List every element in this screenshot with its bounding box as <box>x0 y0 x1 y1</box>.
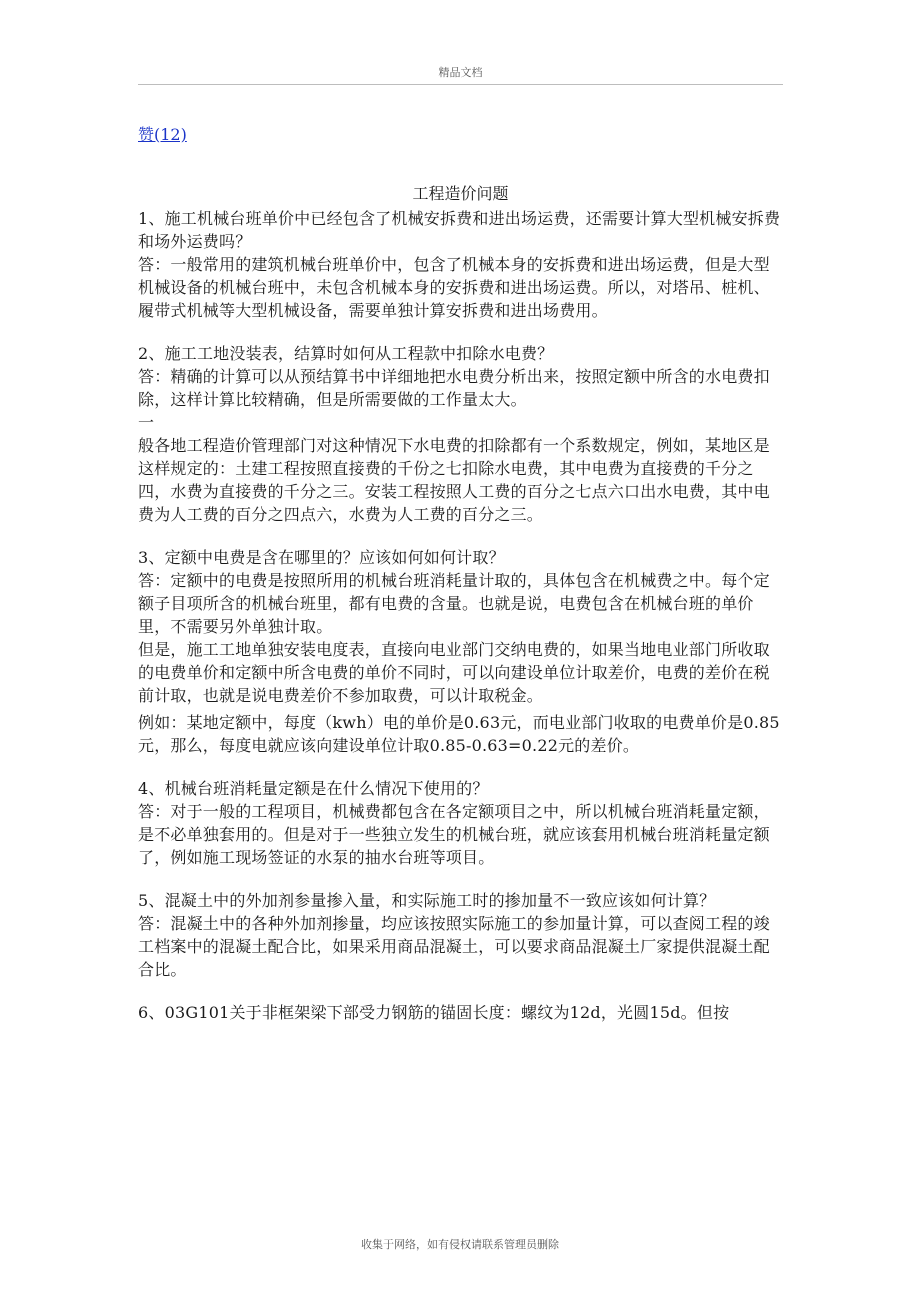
answer-3-para-3: 例如：某地定额中，每度（kwh）电的单价是0.63元，而电业部门收取的电费单价是0.85元，那么，每度电就应该向建设单位计取0.85-0.63=0.22元的差价。 <box>138 713 780 755</box>
qa-section-1 <box>138 207 783 322</box>
qa-section-4 <box>138 777 783 869</box>
question-5: 5、混凝土中的外加剂参量掺入量，和实际施工时的掺加量不一致应该如何计算？ <box>138 891 716 910</box>
answer-2-para-3: 般各地工程造价管理部门对这种情况下水电费的扣除都有一个系数规定，例如，某地区是这样规定的：土建工程按照直接费的千份之七扣除水电费，其中电费为直接费的千分之四，水费为直接费的千分之三。安装工程按照人工费的百分之七点六口出水电费，其中电费为人工费的百分之四点六，水费为人工费的百分之三。 <box>138 436 770 524</box>
page-footer: 收集于网络，如有侵权请联系管理员删除 <box>361 1238 559 1251</box>
answer-5-para-1: 答：混凝土中的各种外加剂掺量，均应该按照实际施工的参加量计算，可以查阅工程的竣工档案中的混凝土配合比，如果采用商品混凝土，可以要求商品混凝土厂家提供混凝土配合比。 <box>138 914 770 979</box>
qa-section-5 <box>138 889 783 981</box>
document-title: 工程造价问题 <box>412 184 509 203</box>
qa-section-6 <box>138 1001 783 1024</box>
qa-section-3 <box>138 546 783 757</box>
qa-section-2 <box>138 342 783 526</box>
answer-4-para-1: 答：对于一般的工程项目，机械费都包含在各定额项目之中，所以机械台班消耗量定额，是不必单独套用的。但是对于一些独立发生的机械台班，就应该套用机械台班消耗量定额了，例如施工现场签证的水泵的抽水台班等项目。 <box>138 802 770 867</box>
document-body <box>138 181 783 1044</box>
page-header: 精品文档 <box>138 66 783 85</box>
like-link[interactable]: 赞(12) <box>138 125 187 144</box>
answer-3-para-2: 但是，施工工地单独安装电度表，直接向电业部门交纳电费的，如果当地电业部门所收取的电费单价和定额中所含电费的单价不同时，可以向建设单位计取差价，电费的差价在税前计取，也就是说电费差价不参加取费，可以计取税金。 <box>138 640 770 705</box>
answer-3-para-1: 答：定额中的电费是按照所用的机械台班消耗量计取的，具体包含在机械费之中。每个定额子目项所含的机械台班里，都有电费的含量。也就是说，电费包含在机械台班的单价里，不需要另外单独计取。 <box>138 571 770 636</box>
question-1: 1、施工机械台班单价中已经包含了机械安拆费和进出场运费，还需要计算大型机械安拆费和场外运费吗？ <box>138 209 781 251</box>
answer-2-para-1: 答：精确的计算可以从预结算书中详细地把水电费分析出来，按照定额中所含的水电费扣除，这样计算比较精确，但是所需要做的工作量太大。 <box>138 367 770 409</box>
question-3: 3、定额中电费是含在哪里的？应该如何如何计取？ <box>138 548 505 567</box>
answer-2-para-2: 一 <box>138 413 155 432</box>
question-2: 2、施工工地没装表，结算时如何从工程款中扣除水电费？ <box>138 344 554 363</box>
answer-1-para-1: 答：一般常用的建筑机械台班单价中，包含了机械本身的安拆费和进出场运费，但是大型机械设备的机械台班中，未包含机械本身的安拆费和进出场运费。所以，对塔吊、桩机、履带式机械等大型机械设备，需要单独计算安拆费和进出场费用。 <box>138 255 770 320</box>
question-6: 6、03G101关于非框架梁下部受力钢筋的锚固长度：螺纹为12d，光圆15d。但按 <box>138 1003 730 1022</box>
question-4: 4、机械台班消耗量定额是在什么情况下使用的？ <box>138 779 489 798</box>
